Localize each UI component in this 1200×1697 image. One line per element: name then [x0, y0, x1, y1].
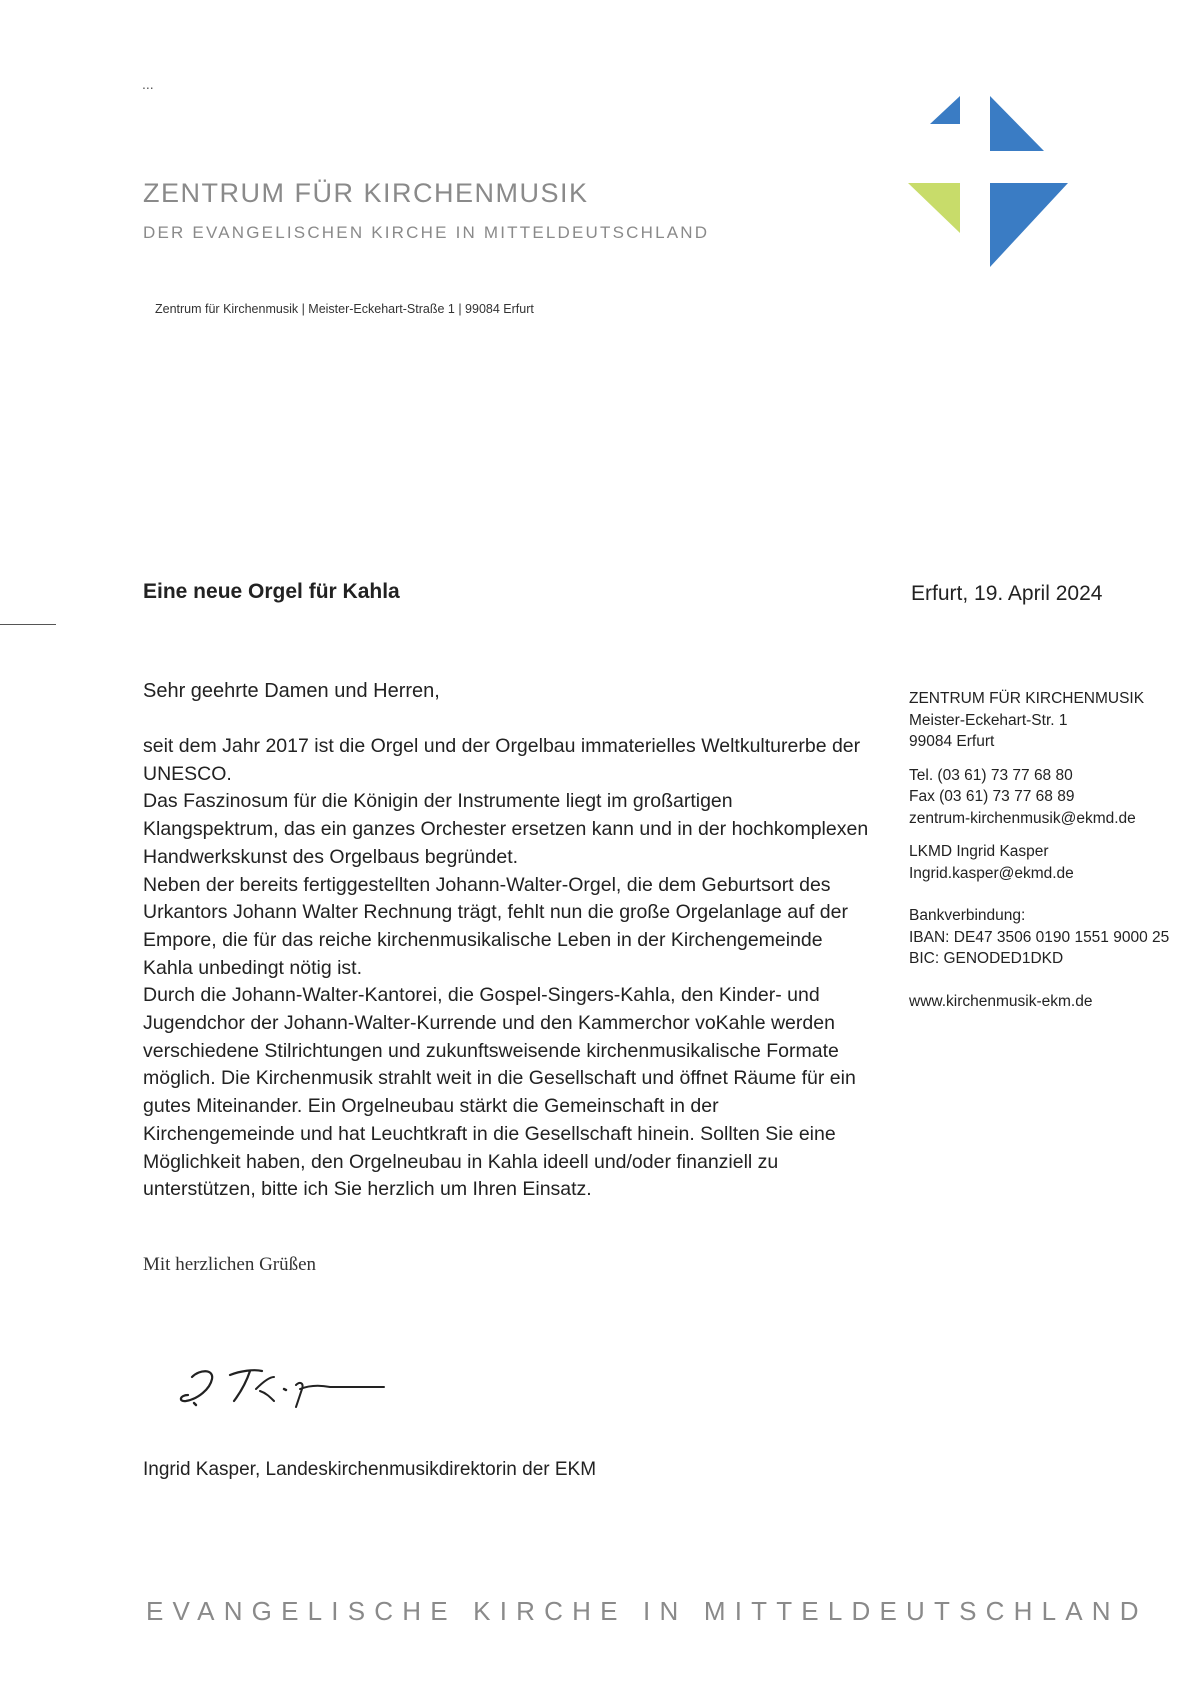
sidebar-iban: IBAN: DE47 3506 0190 1551 9000 25: [909, 928, 1170, 946]
church-cross-logo: [900, 96, 1080, 268]
logo-triangle-top-left: [930, 96, 960, 124]
letter-subject: Eine neue Orgel für Kahla: [143, 580, 400, 603]
sidebar-city: 99084 Erfurt: [909, 733, 995, 750]
sidebar-bank-label: Bankverbindung:: [909, 907, 1026, 924]
org-name: ZENTRUM FÜR KIRCHENMUSIK: [143, 178, 589, 208]
letter-date: Erfurt, 19. April 2024: [911, 582, 1103, 605]
fold-mark: [0, 624, 56, 625]
sidebar-org: ZENTRUM FÜR KIRCHENMUSIK: [909, 690, 1145, 707]
sidebar-contact-email[interactable]: Ingrid.kasper@ekmd.de: [909, 864, 1074, 882]
closing: Mit herzlichen Grüßen: [143, 1254, 317, 1275]
logo-triangle-bottom-right: [990, 183, 1068, 267]
letter-body: [143, 733, 873, 1204]
sidebar-tel: Tel. (03 61) 73 77 68 80: [909, 766, 1073, 784]
sidebar-bic: BIC: GENODED1DKD: [909, 950, 1064, 967]
sidebar-contact-name: LKMD Ingrid Kasper: [909, 843, 1049, 860]
handwritten-signature: [170, 1355, 390, 1415]
contact-sidebar: [909, 690, 1199, 1014]
sidebar-fax: Fax (03 61) 73 77 68 89: [909, 788, 1075, 805]
logo-triangle-bottom-left: [908, 183, 960, 233]
body-paragraph: seit dem Jahr 2017 ist die Orgel und der Orgelbau immaterielles Weltkulturerbe der UNESCO.: [143, 735, 861, 785]
sidebar-website[interactable]: www.kirchenmusik-ekm.de: [909, 992, 1093, 1010]
salutation: Sehr geehrte Damen und Herren,: [143, 680, 440, 702]
org-subtitle: DER EVANGELISCHEN KIRCHE IN MITTELDEUTSCHLAND: [143, 223, 710, 242]
header-dots: ...: [142, 76, 154, 92]
footer-church-name: EVANGELISCHE KIRCHE IN MITTELDEUTSCHLAND: [146, 1596, 1148, 1626]
signer-name: Ingrid Kasper, Landeskirchenmusikdirektorin der EKM: [143, 1459, 597, 1480]
logo-triangle-top-right: [990, 96, 1044, 151]
sidebar-street: Meister-Eckehart-Str. 1: [909, 711, 1068, 729]
body-paragraph: Das Faszinosum für die Königin der Instrumente liegt im großartigen Klangspektrum, das ein ganzes Orchester ersetzen kann und in der hochkomplexen Handwerkskunst des Orgelbaus begründet.: [143, 790, 869, 868]
body-paragraph: Neben der bereits fertiggestellten Johann-Walter-Orgel, die dem Geburtsort des Urkantors Johann Walter Rechnung trägt, fehlt nun die große Orgelanlage auf der Empore, die für das reiche kirchenmusikalische Leben in der Kirchengemeinde Kahla unbedingt nötig ist.: [143, 873, 848, 979]
sender-address-line: Zentrum für Kirchenmusik | Meister-Eckehart-Straße 1 | 99084 Erfurt: [155, 302, 534, 316]
sidebar-email[interactable]: zentrum-kirchenmusik@ekmd.de: [909, 809, 1136, 827]
body-paragraph: Durch die Johann-Walter-Kantorei, die Gospel-Singers-Kahla, den Kinder- und Jugendchor der Johann-Walter-Kurrende und den Kammerchor voKahle werden verschiedene Stilrichtungen und zukunftsweisende kirchenmusikalische Formate möglich. Die Kirchenmusik strahlt weit in die Gesellschaft und öffnet Räume für ein gutes Miteinander. Ein Orgelneubau stärkt die Gemeinschaft in der Kirchengemeinde und hat Leuchtkraft in die Gesellschaft hinein. Sollten Sie eine Möglichkeit haben, den Orgelneubau in Kahla ideell und/oder finanziell zu unterstützen, bitte ich Sie herzlich um Ihren Einsatz.: [143, 984, 856, 1201]
